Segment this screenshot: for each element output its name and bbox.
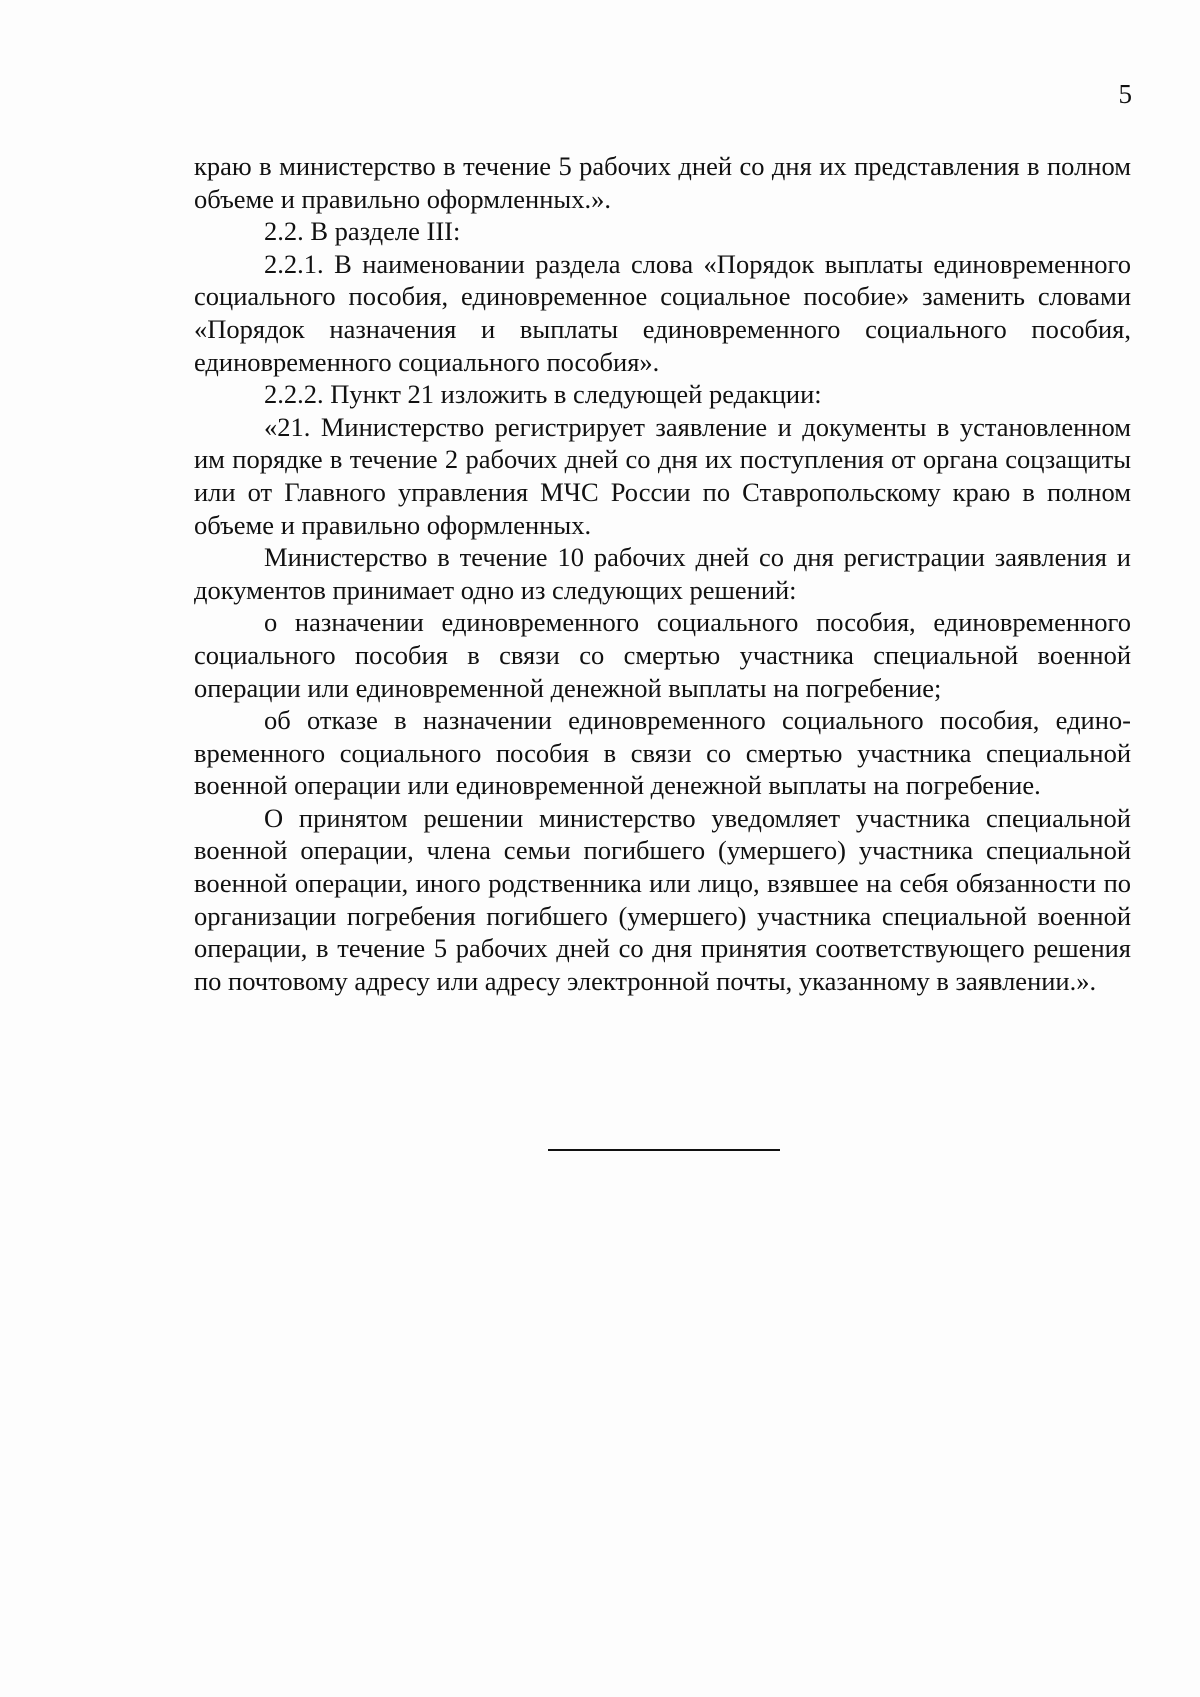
paragraph-decision-term: Министерство в течение 10 рабочих дней со дня регистрации заявления и документов принимает одно из следующих решений:: [194, 542, 1131, 605]
page-number: 5: [1118, 79, 1132, 109]
paragraph-item-21: «21. Министерство регистрирует заявление и документы в установленном им порядке в течение 2 рабочих дней со дня их поступления от органа соцзащиты или от Главного управления МЧС России по Ставропольскому краю в полном объеме и правильно оформленных.: [194, 411, 1131, 540]
paragraph-continuation: краю в министерство в течение 5 рабочих дней со дня их представления в полном объеме и правильно оформленных.».: [194, 151, 1131, 214]
end-of-document-rule: [548, 1149, 780, 1151]
paragraph-notification: О принятом решении министерство уведомляет участника специальной военной операции, члена семьи погибшего (умершего) участника специальной военной операции, иного родственника или лицо, взявшее на себя обязанности по организации погребения погибшего (умершего) участника специальной военной операции, в течение 5 рабочих дней со дня принятия соответствующего решения по почтовому адресу или адресу электронной почты, указанному в заявлении.».: [194, 802, 1131, 996]
paragraph-2-2-2: 2.2.2. Пункт 21 изложить в следующей редакции:: [264, 379, 822, 410]
paragraph-decision-refusal: об отказе в назначении единовременного социального пособия, единовременного социального пособия в связи со смертью участника специальной военной операции или единовременной денежной выплаты на погребение.: [194, 705, 1131, 801]
paragraph-decision-grant: о назначении единовременного социального пособия, единовременного социального пособия в связи со смертью участника специальной военной операции или единовременной денежной выплаты на погребение;: [194, 607, 1131, 703]
document-body: [194, 150, 1131, 997]
paragraph-section-2-2: 2.2. В разделе III:: [264, 216, 461, 247]
paragraph-2-2-1: 2.2.1. В наименовании раздела слова «Порядок выплаты единовременного социального пособия, единовременное социальное пособие» заменить словами «Порядок назначения и выплаты единовременного социального пособия, единовременного социального пособия».: [194, 248, 1131, 377]
